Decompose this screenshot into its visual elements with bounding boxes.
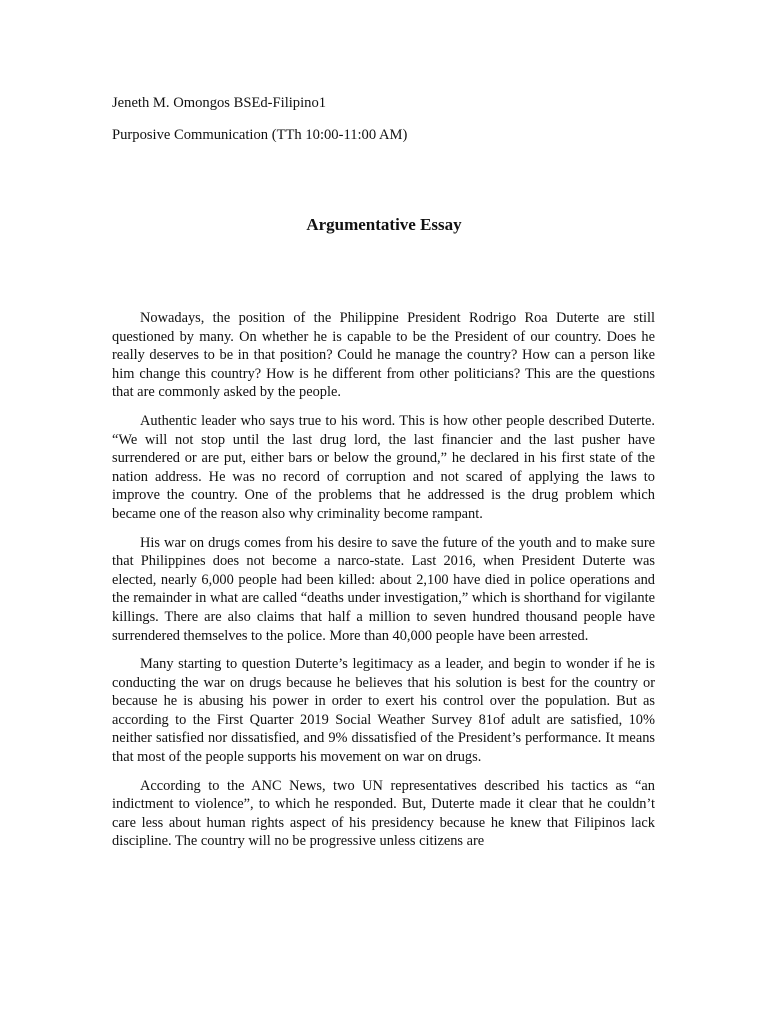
- author-line: Jeneth M. Omongos BSEd-Filipino1: [112, 95, 327, 111]
- course-line: Purposive Communication (TTh 10:00-11:00 AM): [112, 127, 408, 143]
- essay-paragraph-3: His war on drugs comes from his desire to save the future of the youth and to make sure that Philippines does not become a narco-state. Last 2016, when President Duterte was elected, nearly 6,000 people had been killed: about 2,100 have died in police operations and the remainder in what are called “deaths under investigation,” which is shorthand for vigilante killings. There are also claims that half a million to seven hundred thousand people have surrendered themselves to the police. More than 40,000 people have been arrested.: [112, 534, 655, 644]
- essay-paragraph-2: Authentic leader who says true to his word. This is how other people described Duterte. “We will not stop until the last drug lord, the last financier and the last pusher have surrendered or are put, either bars or below the ground,” he declared in his first state of the nation address. He was no record of corruption and not scared of applying the laws to improve the country. One of the problems that he addressed is the drug problem which became one of the reason also why criminality become rampant.: [112, 412, 655, 522]
- essay-body: [112, 309, 655, 861]
- essay-title: Argumentative Essay: [306, 215, 462, 234]
- document-header: [112, 93, 407, 157]
- essay-paragraph-1: Nowadays, the position of the Philippine President Rodrigo Roa Duterte are still questioned by many. On whether he is capable to be the President of our country. Does he really deserves to be in that position? Could he manage the country? How can a person like him change this country? How is he different from other politicians? This are the questions that are commonly asked by the people.: [112, 310, 655, 401]
- essay-paragraph-4: Many starting to question Duterte’s legitimacy as a leader, and begin to wonder if he is conducting the war on drugs because he believes that his solution is best for the country or because he is abusing his power in order to exert his control over the population. But as according to the First Quarter 2019 Social Weather Survey 81of adult are satisfied, 10% neither satisfied nor dissatisfied, and 9% dissatisfied of the President’s performance. It means that most of the people supports his movement on war on drugs.: [112, 656, 655, 766]
- essay-paragraph-5: According to the ANC News, two UN representatives described his tactics as “an indictment to violence”, to which he responded. But, Duterte made it clear that he couldn’t care less about human rights aspect of his presidency because he knew that Filipinos lack discipline. The country will no be progressive unless citizens are: [112, 777, 655, 850]
